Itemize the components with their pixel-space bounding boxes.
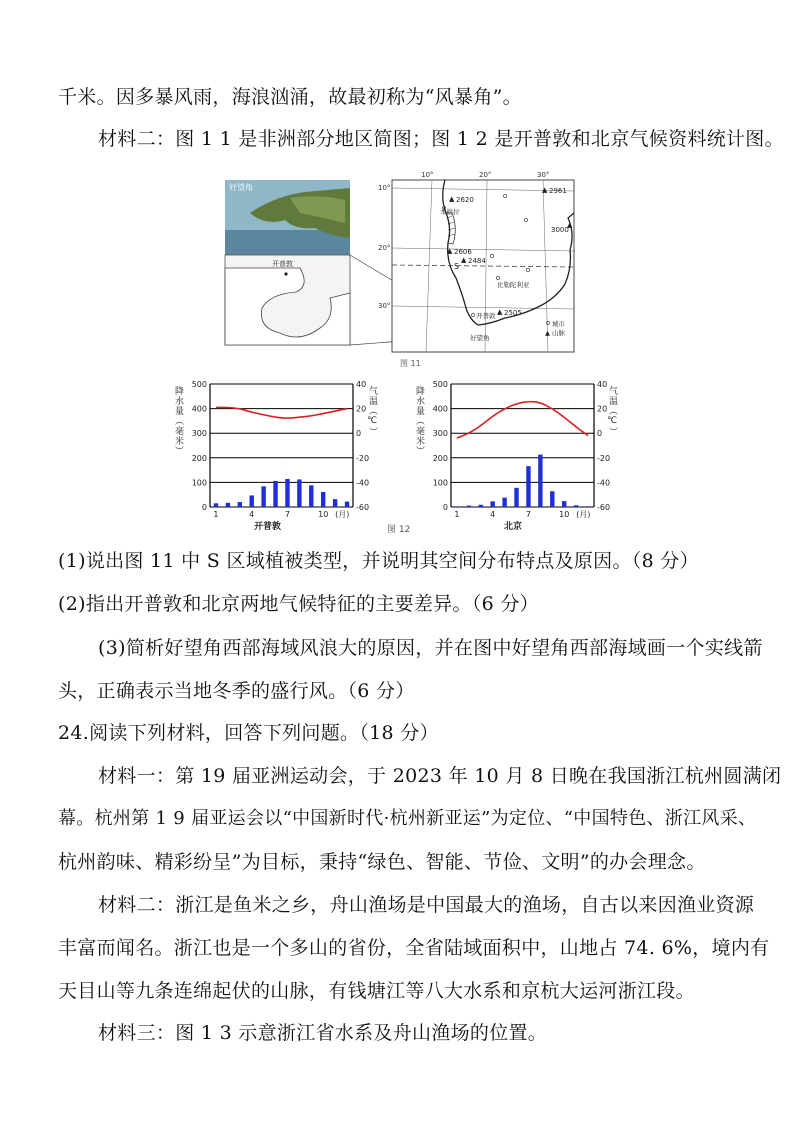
ct-left-tick-label: 500 <box>191 380 207 389</box>
ct-left-axis-title: 降水量（毫米） <box>173 386 183 456</box>
ct-left-tick-label: 200 <box>191 453 207 463</box>
ct-precip-bar-12 <box>345 502 349 507</box>
question-2: (2)指出开普敦和北京两地气候特征的主要差异。（6 分） <box>58 593 539 615</box>
bj-right-tick-label: -40 <box>597 478 611 488</box>
ct-right-tick-label: 40 <box>356 380 367 389</box>
ct-precip-bar-3 <box>238 502 242 507</box>
ct-precip-bar-2 <box>226 503 230 507</box>
ct-x-tick-label: 7 <box>284 510 291 519</box>
ct-left-tick-label: 300 <box>191 429 207 439</box>
peak-2484: 2484 <box>468 257 486 265</box>
ct-precip-bar-8 <box>297 479 301 507</box>
ct-right-tick-label: 20 <box>356 404 367 414</box>
ct-x-tick-label: 10 <box>318 510 329 519</box>
ct-left-tick-label: 0 <box>201 503 207 512</box>
peak-marker-4: ▲ <box>447 247 453 255</box>
bj-left-tick-label: 0 <box>442 503 448 512</box>
figure-11 <box>0 168 800 368</box>
ct-right-tick-label: 0 <box>356 429 362 439</box>
material-2-line-3: 天目山等九条连绵起伏的山脉，有钱塘江等八大水系和京杭大运河浙江段。 <box>58 980 695 1002</box>
peak-2505: 2505 <box>504 309 522 317</box>
ct-right-tick-label: -60 <box>356 503 370 512</box>
figure-12 <box>0 372 800 542</box>
bj-precip-bar-11 <box>574 505 578 507</box>
ct-x-tick-label: (月) <box>335 510 350 519</box>
peak-2961: 2961 <box>549 187 567 195</box>
bj-x-tick-label: 1 <box>454 510 460 519</box>
lat-label-30: 30° <box>378 302 391 310</box>
bj-left-tick-label: 100 <box>432 478 448 488</box>
ct-x-tick-label: 1 <box>213 510 219 519</box>
bj-x-tick-label: (月) <box>576 510 591 519</box>
figure-12-caption: 图 12 <box>387 525 411 535</box>
s-region-label: S <box>454 262 460 271</box>
ct-precip-bar-4 <box>250 495 254 507</box>
bj-left-tick-label: 500 <box>432 380 448 389</box>
bj-x-tick-label: 10 <box>559 510 570 519</box>
ct-precip-bar-1 <box>214 503 218 507</box>
bj-precip-bar-9 <box>550 491 554 507</box>
lon-label-30: 30° <box>537 171 550 179</box>
ct-precip-bar-11 <box>333 499 337 507</box>
bj-right-axis-title: 气温（℃） <box>607 386 617 437</box>
bj-left-tick-label: 200 <box>432 453 448 463</box>
peak-marker-6: ▲ <box>497 308 503 316</box>
bj-precip-bar-3 <box>479 505 483 507</box>
ct-precip-bar-7 <box>285 479 289 507</box>
bj-precip-bar-10 <box>562 501 566 507</box>
ct-chart-title: 开普敦 <box>254 522 282 532</box>
bj-right-tick-label: -60 <box>597 503 611 512</box>
bj-left-tick-label: 400 <box>432 404 448 414</box>
lon-label-10: 10° <box>421 171 434 179</box>
bj-precip-bar-8 <box>538 455 542 507</box>
material-1-line-3: 杭州韵味、精彩纷呈”为目标，秉持“绿色、智能、节俭、文明”的办会理念。 <box>58 851 706 873</box>
legend-city: 城市 <box>552 320 565 328</box>
question-24: 24.阅读下列材料，回答下列问题。（18 分） <box>58 722 439 744</box>
bj-precip-bar-1 <box>455 506 459 507</box>
material-1-line-2: 幕。杭州第 1 9 届亚运会以“中国新时代·杭州新亚运”为定位、“中国特色、浙江风采、 <box>58 808 757 829</box>
bj-precip-bar-7 <box>526 466 530 507</box>
place-pretoria: 比勒陀利亚 <box>497 281 530 289</box>
material-2-line-1: 材料二：浙江是鱼米之乡，舟山渔场是中国最大的渔场，自古以来因渔业资源 <box>98 894 755 916</box>
lat-label-20: 20° <box>378 244 391 252</box>
peak-3000: 3000 <box>551 226 569 234</box>
peak-2620: 2620 <box>456 196 474 204</box>
photo-label: 好望角 <box>229 183 253 192</box>
peak-marker-5: ▲ <box>461 256 467 264</box>
peak-2606: 2606 <box>454 248 472 256</box>
ct-precip-bar-6 <box>273 481 277 507</box>
text-line-2: 材料二：图 1 1 是非洲部分地区简图；图 1 2 是开普敦和北京气候资料统计图。 <box>98 128 784 150</box>
bj-right-tick-label: 20 <box>597 404 608 414</box>
place-cape-town: 开普敦 <box>476 312 496 320</box>
bj-precip-bar-6 <box>514 488 518 507</box>
bj-right-tick-label: -20 <box>597 453 611 463</box>
bj-temperature-line <box>457 402 588 438</box>
question-3-cont: 头，正确表示当地冬季的盛行风。（6 分） <box>58 680 415 702</box>
question-3: (3)简析好望角西部海域风浪大的原因，并在图中好望角西部海域画一个实线箭 <box>98 637 763 659</box>
ct-right-tick-label: -20 <box>356 453 370 463</box>
ct-precip-bar-5 <box>261 486 265 507</box>
svg-text:▲: ▲ <box>545 329 550 337</box>
bj-right-tick-label: 40 <box>597 380 608 389</box>
inset-label: 开普敦 <box>272 260 293 268</box>
lon-label-20: 20° <box>479 171 492 179</box>
ct-precip-bar-10 <box>321 492 325 507</box>
ct-left-tick-label: 400 <box>191 404 207 414</box>
bj-left-axis-title: 降水量（毫米） <box>414 386 424 456</box>
peak-marker-2: ▲ <box>542 186 548 194</box>
bj-precip-bar-5 <box>502 498 506 507</box>
question-1: (1)说出图 11 中 S 区域植被类型，并说明其空间分布特点及原因。（8 分） <box>58 550 699 572</box>
lat-label-10: 10° <box>378 184 391 192</box>
bj-precip-bar-2 <box>467 506 471 507</box>
ct-x-tick-label: 4 <box>249 510 255 519</box>
ct-precip-bar-9 <box>309 485 313 507</box>
bj-precip-bar-4 <box>491 501 495 507</box>
ct-right-axis-title: 气温（℃） <box>367 386 377 437</box>
bj-right-tick-label: 0 <box>597 429 603 439</box>
text-line-1: 千米。因多暴风雨，海浪汹涌，故最初称为“风暴角”。 <box>58 86 522 108</box>
place-benguela: 本格拉 <box>440 208 460 216</box>
legend-mountain: 山脉 <box>552 329 565 337</box>
peak-marker-1: ▲ <box>449 195 455 203</box>
place-cape-of-good-hope: 好望角 <box>470 334 490 342</box>
figure-11-caption: 图 11 <box>400 359 421 368</box>
bj-x-tick-label: 4 <box>490 510 496 519</box>
bj-left-tick-label: 300 <box>432 429 448 439</box>
ct-left-tick-label: 100 <box>191 478 207 488</box>
peak-marker-3: ▲ <box>567 221 573 229</box>
material-1-line-1: 材料一：第 19 届亚洲运动会，于 2023 年 10 月 8 日晚在我国浙江杭州圆满闭 <box>98 765 782 787</box>
bj-chart-title: 北京 <box>504 522 523 532</box>
bj-x-tick-label: 7 <box>525 510 532 519</box>
bj-precip-bar-12 <box>586 506 590 507</box>
inset-city-dot <box>284 272 287 275</box>
material-3-line-1: 材料三：图 1 3 示意浙江省水系及舟山渔场的位置。 <box>98 1022 548 1044</box>
ct-right-tick-label: -40 <box>356 478 370 488</box>
material-2-line-2: 丰富而闻名。浙江也是一个多山的省份，全省陆域面积中，山地占 74. 6%，境内有 <box>58 937 770 959</box>
